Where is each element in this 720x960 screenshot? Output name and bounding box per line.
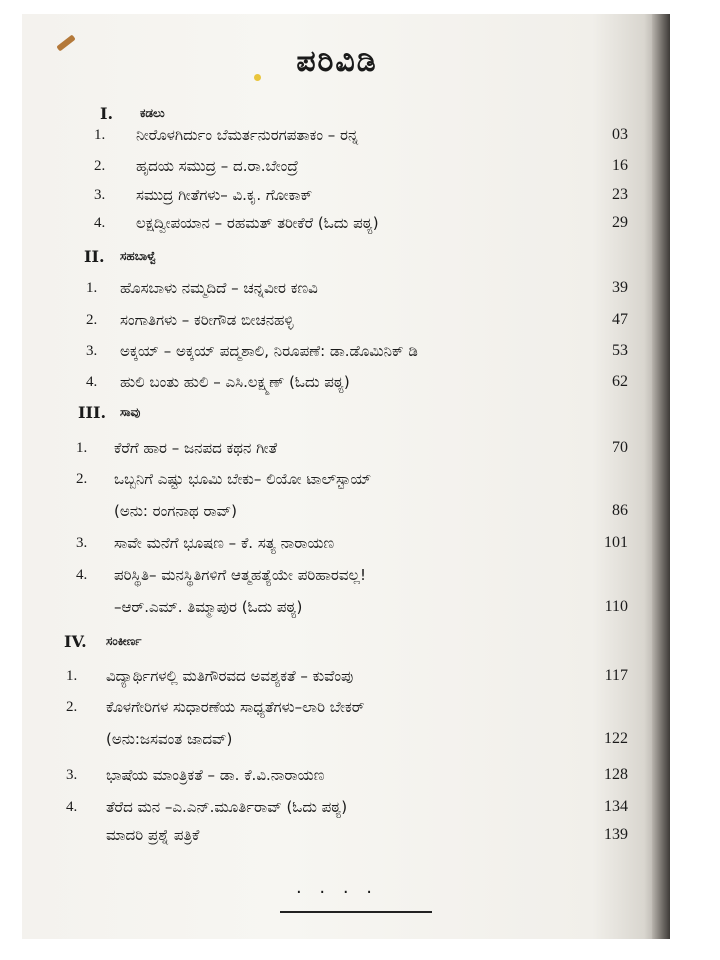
entry-page: 101 [604,534,628,551]
entry-title: ನೀರೊಳಗಿರ್ದುಂ ಬೆಮರ್ತನುರಗಪತಾಕಂ – ರನ್ನ [136,126,359,144]
entry-number: 4. [94,214,106,231]
book-page [22,14,670,939]
entry-title: ಅಕ್ಕಯ್ – ಅಕ್ಕಯ್ ಪದ್ಮಶಾಲಿ, ನಿರೂಪಣೆ: ಡಾ.ಡೊಮಿನಿಕ್ ಡಿ [120,342,418,360]
toc-entry [22,794,670,820]
entry-title: ಹೃದಯ ಸಮುದ್ರ – ದ.ರಾ.ಬೇಂದ್ರೆ [136,157,299,175]
entry-page: 03 [612,126,628,143]
entry-number: 1. [76,439,88,456]
entry-title: ಕೊಳಗೇರಿಗಳ ಸುಧಾರಣೆಯ ಸಾಧ್ಯತೆಗಳು–ಲಾರಿ ಬೇಕರ್ [106,698,365,716]
toc-entry [22,182,670,208]
section-header [22,628,670,654]
section-title: ಸಾವು [120,404,141,419]
end-dots: · · · · [295,882,379,903]
section-header [22,243,670,269]
entry-number: 2. [66,698,78,715]
entry-number: 2. [86,311,98,328]
entry-title: ತೆರೆದ ಮನ –ಎ.ಎನ್.ಮೂರ್ತಿರಾವ್ (ಓದು ಪಠ್ಯ) [106,798,348,816]
entry-page: 117 [604,667,628,684]
entry-number: 2. [94,157,106,174]
entry-page: 110 [604,598,628,615]
entry-number: 3. [66,766,78,783]
entry-number: 1. [94,126,106,143]
section-header [22,399,670,425]
entry-number: 2. [76,470,88,487]
entry-page: 53 [612,342,628,359]
toc-entry [22,694,670,720]
end-rule [280,911,432,913]
toc-entry [22,307,670,333]
entry-title: ಸಮುದ್ರ ಗೀತೆಗಳು– ವಿ.ಕೃ. ಗೋಕಾಕ್ [136,186,313,204]
section-numeral: III. [78,402,107,422]
entry-page: 16 [612,157,628,174]
entry-number: 3. [86,342,98,359]
entry-number: 4. [86,373,98,390]
toc-entry [22,435,670,461]
section-numeral: II. [84,246,105,266]
entry-page: 86 [612,502,628,519]
entry-title: ಮಾದರಿ ಪ್ರಶ್ನೆ ಪತ್ರಿಕೆ [106,826,200,844]
entry-title: ಹೊಸಬಾಳು ನಮ್ಮದಿದೆ – ಚನ್ನವೀರ ಕಣವಿ [120,279,318,297]
entry-title: ಕೆರೆಗೆ ಹಾರ – ಜನಪದ ಕಥನ ಗೀತೆ [114,439,278,457]
entry-title: ಒಬ್ಬನಿಗೆ ಎಷ್ಟು ಭೂಮಿ ಬೇಕು– ಲಿಯೋ ಟಾಲ್‌ಸ್ಟಾಯ್ [114,470,372,488]
toc-entry-continuation [22,498,670,524]
entry-title: ವಿದ್ಯಾರ್ಥಿಗಳಲ್ಲಿ ಮತಿಗೌರವದ ಅವಶ್ಯಕತೆ – ಕುವೆಂಪು [106,667,354,685]
entry-page: 122 [604,730,628,747]
entry-title: ಸಾವೇ ಮನೆಗೆ ಭೂಷಣ – ಕೆ. ಸತ್ಯ ನಾರಾಯಣ [114,534,335,552]
entry-page: 39 [612,279,628,296]
entry-page: 23 [612,186,628,203]
entry-page: 139 [604,826,628,843]
toc-entry [22,562,670,588]
entry-title: ಲಕ್ಷದ್ವೀಪಯಾನ – ರಹಮತ್ ತರೀಕೆರೆ (ಓದು ಪಠ್ಯ) [136,214,379,232]
entry-page: 62 [612,373,628,390]
entry-title: ಭಾಷೆಯ ಮಾಂತ್ರಿಕತೆ – ಡಾ. ಕೆ.ವಿ.ನಾರಾಯಣ [106,766,325,784]
entry-number: 3. [94,186,106,203]
toc-entry [22,822,670,848]
entry-number: 4. [66,798,78,815]
entry-title-continued: (ಅನು:ಜಸವಂತ ಜಾದವ್) [106,730,233,748]
toc-entry [22,663,670,689]
entry-page: 134 [604,798,628,815]
toc-entry [22,338,670,364]
section-title: ಸಹಬಾಳ್ವೆ [120,248,157,263]
entry-number: 3. [76,534,88,551]
toc-entry-continuation [22,594,670,620]
entry-page: 128 [604,766,628,783]
entry-number: 1. [66,667,78,684]
entry-title: ಸಂಗಾತಿಗಳು – ಕರೀಗೌಡ ಬೀಚನಹಳ್ಳಿ [120,311,294,329]
entry-title: ಹುಲಿ ಬಂತು ಹುಲಿ – ಎಸಿ.ಲಕ್ಷ್ಮಣ್ (ಓದು ಪಠ್ಯ) [120,373,350,391]
section-numeral: IV. [64,631,87,651]
toc-entry [22,466,670,492]
toc-entry [22,369,670,395]
toc-entry [22,762,670,788]
section-title: ಸಂಕೀರ್ಣ [106,633,142,648]
page-title: ಪರಿವಿಡಿ [296,44,378,79]
toc-entry [22,122,670,148]
toc-entry [22,530,670,556]
entry-title-continued: –ಆರ್.ಎಮ್. ತಿಮ್ಮಾಪುರ (ಓದು ಪಠ್ಯ) [114,598,303,616]
toc-entry [22,210,670,236]
section-numeral: I. [100,103,114,123]
toc-entry [22,275,670,301]
entry-page: 29 [612,214,628,231]
section-title: ಕಡಲು [140,105,165,120]
entry-title: ಪರಿಸ್ಥಿತಿ– ಮನಸ್ಥಿತಿಗಳಿಗೆ ಆತ್ಮಹತ್ಯೆಯೇ ಪರಿಹಾರವಲ್ಲ! [114,566,367,584]
entry-page: 47 [612,311,628,328]
entry-page: 70 [612,439,628,456]
entry-number: 4. [76,566,88,583]
entry-number: 1. [86,279,98,296]
entry-title-continued: (ಅನು: ರಂಗನಾಥ ರಾವ್) [114,502,238,520]
toc-entry [22,153,670,179]
toc-entry-continuation [22,726,670,752]
